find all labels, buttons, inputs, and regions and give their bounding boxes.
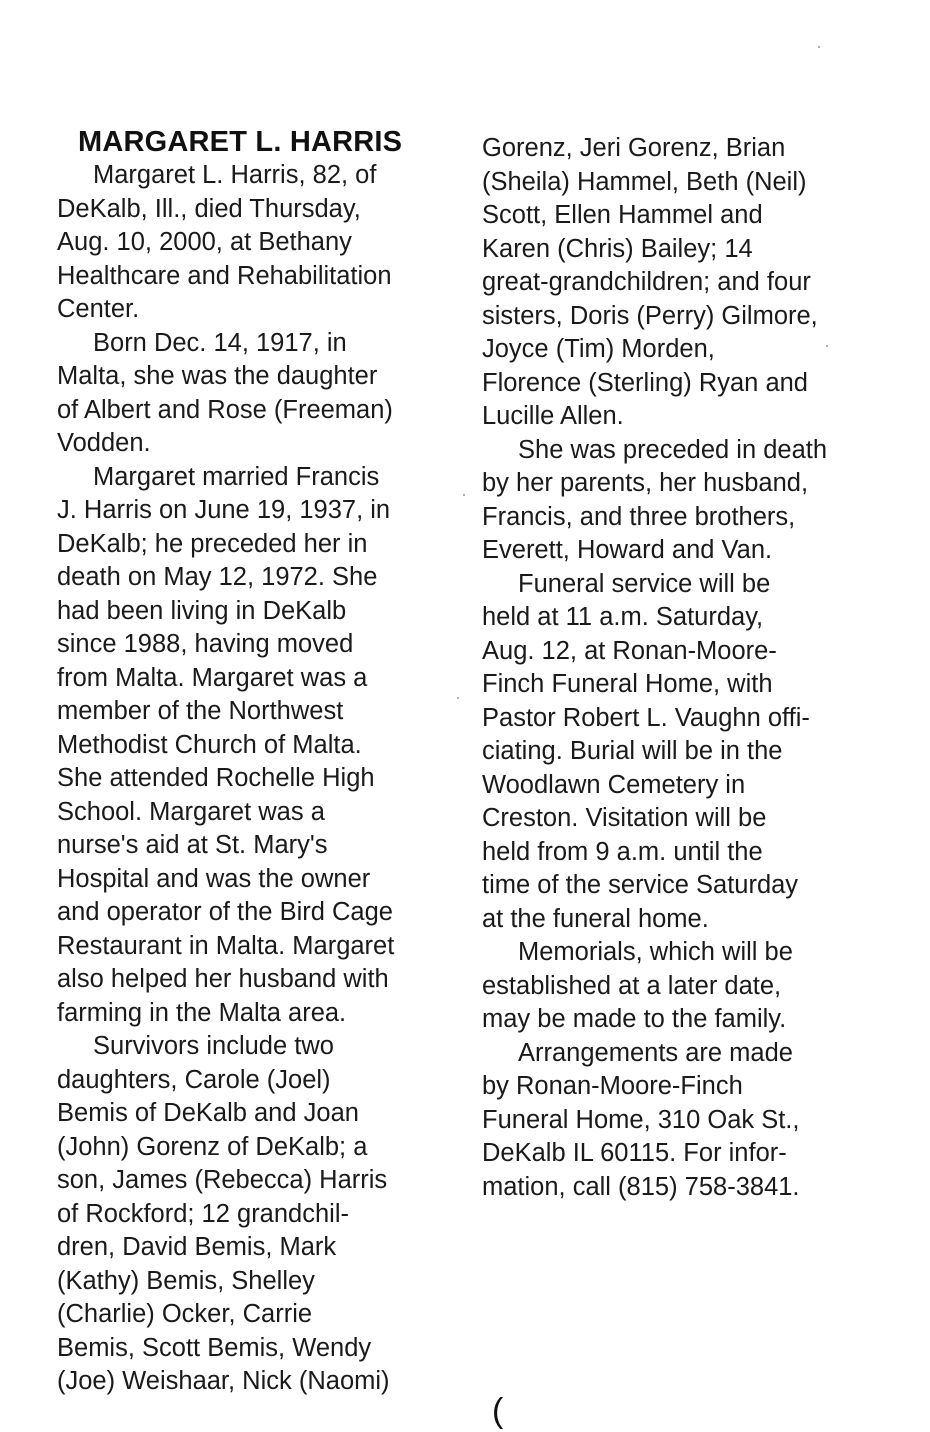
text-line: J. Harris on June 19, 1937, in (57, 496, 391, 524)
text-line: Aug. 10, 2000, at Bethany (57, 228, 352, 256)
text-line: Lucille Allen. (482, 402, 624, 430)
text-line: Healthcare and Rehabilitation (57, 261, 392, 290)
scan-speck (463, 494, 465, 496)
obituary-title: MARGARET L. HARRIS (78, 126, 403, 158)
text-line: Gorenz, Jeri Gorenz, Brian (482, 134, 786, 162)
text-line: of Albert and Rose (Freeman) (57, 395, 393, 424)
text-line: She attended Rochelle High (57, 764, 375, 792)
text-line: Joyce (Tim) Morden, (482, 335, 715, 363)
text-line: may be made to the family. (482, 1005, 787, 1033)
text-line: sisters, Doris (Perry) Gilmore, (482, 301, 818, 330)
text-line: (John) Gorenz of DeKalb; a (57, 1132, 368, 1161)
text-line: of Rockford; 12 grandchil- (57, 1199, 349, 1228)
text-line: Scott, Ellen Hammel and (482, 201, 763, 229)
text-line: Arrangements are made (518, 1038, 793, 1067)
text-line: DeKalb; he preceded her in (57, 529, 368, 558)
text-line: DeKalb, Ill., died Thursday, (57, 194, 361, 223)
text-line: Survivors include two (93, 1032, 334, 1060)
text-line: farming in the Malta area. (57, 998, 347, 1027)
text-line: Bemis, Scott Bemis, Wendy (57, 1333, 372, 1362)
text-line: at the funeral home. (482, 904, 709, 933)
text-line: Creston. Visitation will be (482, 804, 767, 832)
text-line: Restaurant in Malta. Margaret (57, 931, 395, 960)
text-line: ciating. Burial will be in the (482, 737, 783, 765)
text-line: Everett, Howard and Van. (482, 536, 773, 564)
text-line: son, James (Rebecca) Harris (57, 1166, 388, 1194)
scan-speck (826, 345, 828, 347)
text-line: She was preceded in death (518, 435, 828, 464)
text-line: mation, call (815) 758-3841. (482, 1172, 800, 1201)
left-column (57, 159, 394, 1399)
text-line: Vodden. (57, 429, 151, 457)
text-line: since 1988, having moved (57, 630, 354, 658)
trailing-parenthesis: ( (492, 1392, 504, 1430)
text-line: also helped her husband with (57, 965, 389, 993)
text-line: Funeral service will be (518, 569, 771, 598)
text-line: Finch Funeral Home, with (482, 670, 773, 698)
text-line: Aug. 12, at Ronan-Moore- (482, 636, 777, 665)
text-line: School. Margaret was a (57, 797, 325, 826)
text-line: dren, David Bemis, Mark (57, 1233, 337, 1261)
text-line: Born Dec. 14, 1917, in (93, 328, 347, 357)
text-line: death on May 12, 1972. She (57, 563, 378, 591)
text-line: from Malta. Margaret was a (57, 663, 368, 692)
text-line: established at a later date, (482, 971, 782, 1000)
text-line: Funeral Home, 310 Oak St., (482, 1105, 800, 1134)
text-line: (Kathy) Bemis, Shelley (57, 1266, 315, 1295)
text-line: Bemis of DeKalb and Joan (57, 1099, 359, 1127)
text-line: had been living in DeKalb (57, 596, 347, 625)
text-line: by her parents, her husband, (482, 469, 809, 497)
text-line: and operator of the Bird Cage (57, 898, 393, 926)
text-line: DeKalb IL 60115. For infor- (482, 1139, 787, 1167)
text-line: held from 9 a.m. until the (482, 837, 763, 866)
text-line: Woodlawn Cemetery in (482, 770, 746, 799)
text-line: great-grandchildren; and four (482, 268, 811, 296)
text-line: Florence (Sterling) Ryan and (482, 368, 808, 397)
scan-speck (457, 697, 459, 699)
text-line: Hospital and was the owner (57, 864, 371, 893)
text-line: (Joe) Weishaar, Nick (Naomi) (57, 1367, 390, 1395)
text-line: (Charlie) Ocker, Carrie (57, 1300, 313, 1328)
text-line: Margaret married Francis (93, 462, 380, 491)
text-line: Center. (57, 295, 140, 323)
text-line: Methodist Church of Malta. (57, 730, 362, 759)
text-line: Karen (Chris) Bailey; 14 (482, 234, 753, 263)
text-line: (Sheila) Hammel, Beth (Neil) (482, 167, 807, 196)
text-line: member of the Northwest (57, 697, 344, 725)
text-line: time of the service Saturday (482, 871, 799, 899)
text-line: Pastor Robert L. Vaughn offi- (482, 703, 810, 732)
text-line: Francis, and three brothers, (482, 502, 796, 531)
text-line: Margaret L. Harris, 82, of (93, 161, 377, 189)
text-line: by Ronan-Moore-Finch (482, 1072, 743, 1100)
text-line: Malta, she was the daughter (57, 362, 378, 390)
text-line: held at 11 a.m. Saturday, (482, 603, 764, 631)
right-column (482, 132, 827, 1204)
text-line: nurse's aid at St. Mary's (57, 831, 328, 859)
scan-speck (818, 46, 820, 48)
text-line: daughters, Carole (Joel) (57, 1065, 331, 1094)
text-line: Memorials, which will be (518, 938, 793, 966)
